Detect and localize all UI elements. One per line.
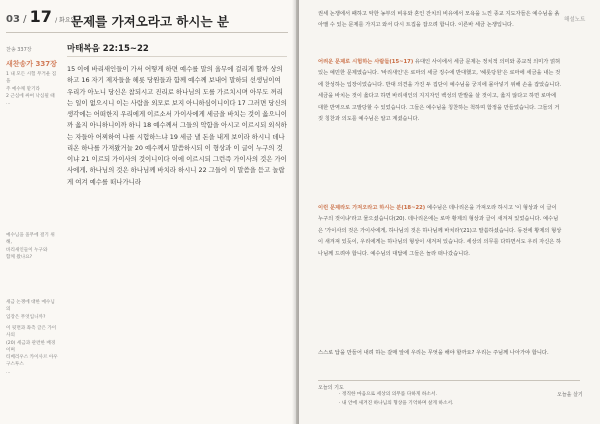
prayer-list xyxy=(339,391,454,408)
commentary-closing xyxy=(318,348,562,359)
section-2-text: 예수님은 데나리온을 가져오라 하시고 '이 형상과 이 글이 누구의 것이냐'라고 물으셨습니다(20). 데나리온에는 로마 황제의 형상과 글이 새겨져 있었습니다. 예수님은 '가이사의 것은 가이사에게, 하나님의 것은 하나님께 바치라'(21)고 말씀하셨습니다. 동전에 황제의 형상이 새겨져 있듯이, 우리에게는 하나님의 형상이 새겨져 있습니다. 세상의 의무를 다하면서도 우리 자신은 하나님께 드려야 합니다. 예수님의 대답에 그들은 놀라 떠나갔습니다. xyxy=(318,205,562,257)
hymn-title: 새찬송가 337장 xyxy=(6,60,57,68)
date-block xyxy=(6,7,76,26)
right-page xyxy=(299,0,600,424)
hymn-reference: 찬송 337장 xyxy=(6,47,32,53)
date-separator: / xyxy=(19,14,27,25)
page-title: 문제를 가져오라고 하시는 분 xyxy=(71,14,229,29)
date-month: 03 xyxy=(6,14,20,25)
left-page xyxy=(0,0,296,424)
scripture-divider xyxy=(67,56,287,57)
section-1-heading: 어려운 문제로 시험하는 사람들(15~17) xyxy=(318,59,414,65)
commentary-section-1 xyxy=(318,57,562,125)
commentary-intro-text: 권세 논쟁에서 패하고 악한 농부의 비유와 혼인 잔치의 비유에서 모욕을 느낀 종교 지도자들은 예수님을 옭아맬 수 있는 문제를 가지고 와서 다시 트집을 잡으려 합니다. 이른바 세금 논쟁입니다. xyxy=(318,11,560,29)
side-commentary-note: 이 뒷면과 좌측 글은 가이사의 (20) 세금과 관련한 배경이며 티베리우스 카이사르 아우구스투스 ... xyxy=(6,326,58,375)
prayer-item: · 정직한 마음으로 세상의 의무를 다하게 하소서. xyxy=(339,392,437,397)
scripture-text: 15 이에 바리새인들이 가서 어떻게 하면 예수를 말의 올무에 걸리게 할까 상의하고 16 자기 제자들을 헤롯 당원들과 함께 예수께 보내어 말하되 선생님이여 우리가 아노니 당신은 참되시고 진리로 하나님의 도를 가르치시며 아무도 꺼리는 일이 없으시니 이는 사람을 외모로 보지 아니하심이니이다 17 그러면 당신의 생각에는 어떠한지 우리에게 이르소서 가이사에게 세금을 바치는 것이 옳으니이까 옳지 아니하니이까 하니 18 예수께서 그들의 악함을 아시고 이르시되 외식하는 자들아 어찌하여 나를 시험하느냐 19 세금 낼 돈을 내게 보이라 하시니 데나리온 하나를 가져왔거늘 20 예수께서 말씀하시되 이 형상과 이 글이 누구의 것이냐 21 이르되 가이사의 것이니이다 이에 이르시되 그런즉 가이사의 것은 가이사에게, 하나님의 것은 하나님께 바치라 하시니 22 그들이 이 말씀을 듣고 놀랍게 여겨 예수를 떠나가니라 xyxy=(67,65,287,186)
commentary-intro xyxy=(318,9,562,32)
prayer-item: · 내 안에 새겨진 하나님의 형상을 기억하며 살게 하소서. xyxy=(339,400,454,406)
date-weekday: / 화요일 xyxy=(55,17,77,24)
side-question-1: 예수님을 올무에 걸기 위해, 바리새인들이 누구와 함께 왔나요? xyxy=(6,233,55,260)
commentary-section-2 xyxy=(318,203,562,260)
scripture-reference: 마태복음 22:15~22 xyxy=(67,44,149,54)
section-2-heading: 이런 문제라도 가져오라고 하시는 분(18~22) xyxy=(318,205,426,211)
prayer-label: 오늘의 기도 xyxy=(318,385,344,391)
section-1-text: 유대인 사이에서 세금 문제는 정치적 의미와 종교적 의미가 얽혀 있는 예민한 문제였습니다. '바리새인'은 로마의 세금 징수에 반대했고, '헤롯당원'은 로마에 세금을 내는 것에 찬성하는 입장이었습니다. 반대 의견을 가진 두 집단이 예수님을 궁지에 몰아넣기 위해 손을 잡았습니다. 세금을 바치는 것이 옳다고 하면 바리새인의 지지자인 백성의 반발을 살 것이고, 옳지 않다고 하면 로마에 대한 반역으로 고발당할 수 있었습니다. 그들은 예수님을 칭찬하는 척하며 함정을 만들었습니다. 그들의 거짓 칭찬과 의도를 예수님은 알고 계셨습니다. xyxy=(318,59,562,123)
date-day: 17 xyxy=(29,7,52,26)
scripture-passage xyxy=(67,64,287,188)
side-question-2: 세금 논쟁에 대한 예수님의 입장은 무엇입니까? xyxy=(6,300,55,320)
footer-section-title: 오늘을 살기 xyxy=(557,392,583,398)
commentary-closing-text: 스스로 답을 만들어 내려 하는 갈매 앞에 우리는 무엇을 해야 할까요? 우리는 주님께 나아가야 합니다. xyxy=(318,350,549,356)
footer-divider xyxy=(318,380,580,381)
title-divider xyxy=(6,32,288,33)
margin-note-label: 해설노트 xyxy=(564,17,586,23)
hymn-lyrics: 1 내 모든 시험 무거운 짐을 주 예수께 맡기라 2 근심에 싸여 낙심될 때 ... xyxy=(6,72,57,107)
